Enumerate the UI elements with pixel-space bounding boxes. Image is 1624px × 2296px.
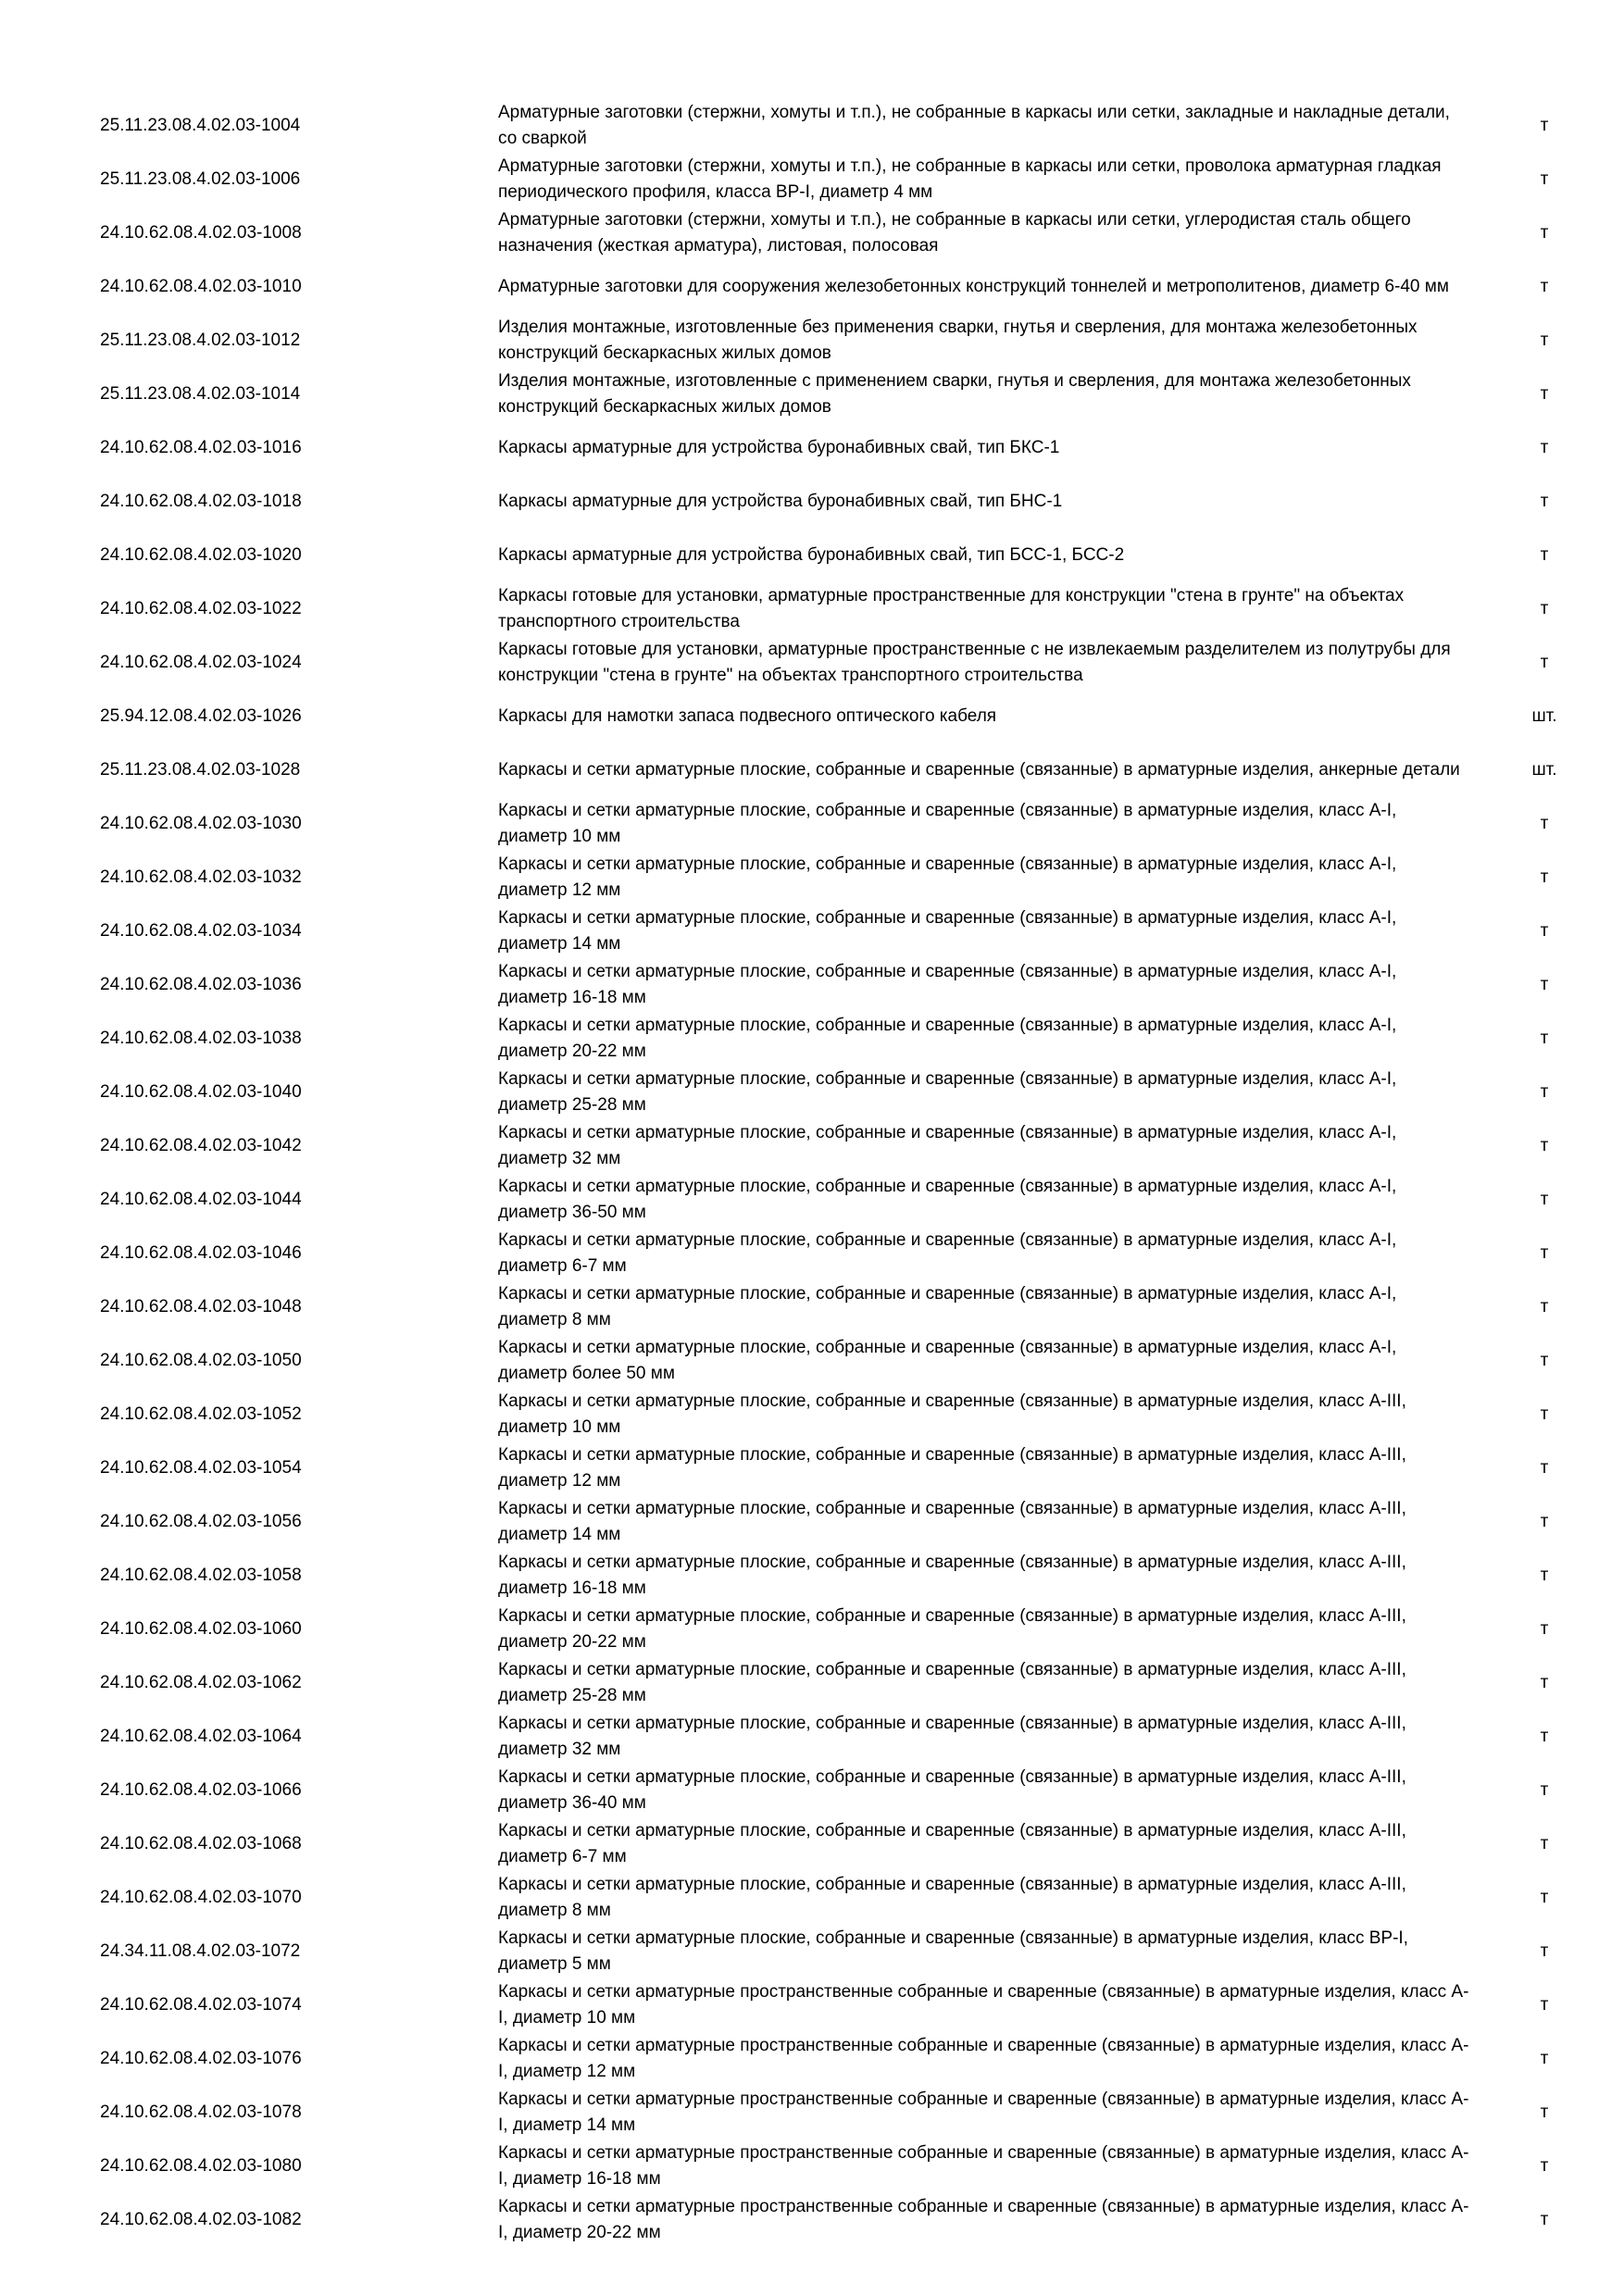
resource-code: 25.11.23.08.4.02.03-1004 (100, 116, 301, 135)
resource-code: 24.10.62.08.4.02.03-1080 (100, 2156, 302, 2176)
table-row (93, 582, 1600, 636)
table-row (93, 1603, 1600, 1656)
resource-code: 24.10.62.08.4.02.03-1068 (100, 1834, 302, 1853)
resource-description: Каркасы и сетки арматурные плоские, собранные и сваренные (связанные) в арматурные изделия, класс А-I, диаметр 36-50 мм (498, 1177, 1397, 1222)
table-row (93, 636, 1600, 690)
resource-description: Каркасы готовые для установки, арматурные пространственные для конструкции "стена в грунте" на объектах транспортного строительства (498, 586, 1405, 631)
resource-description: Каркасы и сетки арматурные плоские, собранные и сваренные (связанные) в арматурные изделия, класс А-III, диаметр 36-40 мм (498, 1767, 1406, 1813)
resource-code: 24.10.62.08.4.02.03-1050 (100, 1351, 302, 1370)
resource-unit: т (1540, 2210, 1549, 2229)
resource-unit: т (1540, 1404, 1549, 1424)
table-row (93, 2086, 1600, 2140)
resource-description: Каркасы и сетки арматурные плоские, собранные и сваренные (связанные) в арматурные изделия, класс А-III, диаметр 14 мм (498, 1499, 1406, 1544)
resource-unit: т (1540, 1297, 1549, 1316)
resource-table (93, 99, 1600, 2247)
resource-description: Каркасы и сетки арматурные плоские, собранные и сваренные (связанные) в арматурные изделия, класс А-I, диаметр 10 мм (498, 801, 1397, 846)
resource-code: 24.10.62.08.4.02.03-1058 (100, 1566, 302, 1585)
resource-unit: т (1540, 331, 1549, 350)
resource-unit: т (1540, 1458, 1549, 1478)
table-row (93, 1227, 1600, 1280)
resource-code: 24.10.62.08.4.02.03-1044 (100, 1190, 302, 1209)
resource-description: Арматурные заготовки (стержни, хомуты и т.п.), не собранные в каркасы или сетки, проволока арматурная гладкая периодического профиля, класса ВР-I, диаметр 4 мм (498, 156, 1442, 202)
resource-code: 24.10.62.08.4.02.03-1018 (100, 492, 302, 511)
table-row (93, 153, 1600, 206)
resource-code: 24.10.62.08.4.02.03-1056 (100, 1512, 302, 1531)
resource-code: 24.10.62.08.4.02.03-1022 (100, 599, 302, 618)
resource-unit: т (1540, 599, 1549, 618)
resource-unit: т (1540, 975, 1549, 994)
table-row (93, 1280, 1600, 1334)
resource-code: 24.10.62.08.4.02.03-1078 (100, 2103, 302, 2122)
table-row (93, 1441, 1600, 1495)
resource-code: 24.34.11.08.4.02.03-1072 (100, 1941, 301, 1961)
resource-unit: т (1540, 653, 1549, 672)
resource-code: 24.10.62.08.4.02.03-1010 (100, 277, 302, 296)
resource-code: 24.10.62.08.4.02.03-1024 (100, 653, 302, 672)
resource-description: Арматурные заготовки (стержни, хомуты и т.п.), не собранные в каркасы или сетки, углеродистая сталь общего назначения (жесткая арматура), листовая, полосовая (498, 210, 1411, 256)
resource-unit: т (1540, 1727, 1549, 1746)
resource-description: Каркасы и сетки арматурные плоские, собранные и сваренные (связанные) в арматурные изделия, анкерные детали (498, 760, 1460, 780)
table-row (93, 1817, 1600, 1871)
resource-description: Каркасы и сетки арматурные плоские, собранные и сваренные (связанные) в арматурные изделия, класс А-I, диаметр более 50 мм (498, 1338, 1397, 1383)
resource-unit: т (1540, 169, 1549, 189)
table-row (93, 690, 1600, 743)
resource-unit: т (1540, 1351, 1549, 1370)
resource-description: Каркасы и сетки арматурные плоские, собранные и сваренные (связанные) в арматурные изделия, класс А-I, диаметр 16-18 мм (498, 962, 1397, 1007)
table-row (93, 905, 1600, 958)
table-row (93, 1764, 1600, 1817)
resource-description: Каркасы готовые для установки, арматурные пространственные с не извлекаемым разделителем из полутрубы для конструкции "стена в грунте" на объектах транспортного строительства (498, 640, 1451, 685)
table-row (93, 851, 1600, 905)
resource-unit: т (1540, 116, 1549, 135)
resource-code: 24.10.62.08.4.02.03-1064 (100, 1727, 302, 1746)
resource-unit: т (1540, 1619, 1549, 1639)
resource-unit: шт. (1531, 706, 1557, 726)
table-row (93, 314, 1600, 368)
resource-description: Каркасы и сетки арматурные плоские, собранные и сваренные (связанные) в арматурные изделия, класс А-I, диаметр 8 мм (498, 1284, 1397, 1329)
resource-code: 24.10.62.08.4.02.03-1082 (100, 2210, 302, 2229)
resource-description: Каркасы и сетки арматурные плоские, собранные и сваренные (связанные) в арматурные изделия, класс А-III, диаметр 8 мм (498, 1875, 1406, 1920)
resource-description: Каркасы и сетки арматурные плоские, собранные и сваренные (связанные) в арматурные изделия, класс А-III, диаметр 12 мм (498, 1445, 1406, 1491)
table-row (93, 1119, 1600, 1173)
resource-unit: т (1540, 814, 1549, 833)
table-row (93, 2032, 1600, 2086)
table-row (93, 529, 1600, 582)
resource-code: 24.10.62.08.4.02.03-1048 (100, 1297, 302, 1316)
resource-description: Каркасы и сетки арматурные плоские, собранные и сваренные (связанные) в арматурные изделия, класс А-I, диаметр 6-7 мм (498, 1230, 1397, 1276)
resource-unit: т (1540, 1834, 1549, 1853)
resource-description: Каркасы и сетки арматурные плоские, собранные и сваренные (связанные) в арматурные изделия, класс А-I, диаметр 25-28 мм (498, 1069, 1397, 1115)
resource-unit: т (1540, 2103, 1549, 2122)
table-row (93, 958, 1600, 1012)
resource-description: Каркасы и сетки арматурные плоские, собранные и сваренные (связанные) в арматурные изделия, класс А-III, диаметр 20-22 мм (498, 1606, 1406, 1652)
resource-unit: т (1540, 1243, 1549, 1263)
resource-description: Каркасы и сетки арматурные пространственные собранные и сваренные (связанные) в арматурные изделия, класс А-I, диаметр 16-18 мм (498, 2143, 1469, 2189)
table-row (93, 2193, 1600, 2247)
resource-code: 24.10.62.08.4.02.03-1062 (100, 1673, 302, 1692)
resource-description: Каркасы и сетки арматурные плоские, собранные и сваренные (связанные) в арматурные изделия, класс А-III, диаметр 16-18 мм (498, 1553, 1406, 1598)
resource-code: 24.10.62.08.4.02.03-1060 (100, 1619, 302, 1639)
resource-unit: т (1540, 1512, 1549, 1531)
resource-description: Каркасы и сетки арматурные пространственные собранные и сваренные (связанные) в арматурные изделия, класс А-I, диаметр 20-22 мм (498, 2197, 1469, 2242)
resource-description: Каркасы арматурные для устройства буронабивных свай, тип БКС-1 (498, 438, 1060, 457)
resource-description: Каркасы арматурные для устройства буронабивных свай, тип БСС-1, БСС-2 (498, 545, 1125, 565)
resource-code: 24.10.62.08.4.02.03-1070 (100, 1888, 302, 1907)
resource-code: 24.10.62.08.4.02.03-1038 (100, 1029, 302, 1048)
resource-unit: т (1540, 277, 1549, 296)
table-row (93, 475, 1600, 529)
table-row (93, 99, 1600, 153)
table-row (93, 1388, 1600, 1441)
resource-code: 24.10.62.08.4.02.03-1046 (100, 1243, 302, 1263)
resource-code: 24.10.62.08.4.02.03-1052 (100, 1404, 302, 1424)
resource-unit: т (1540, 2049, 1549, 2068)
table-row (93, 1173, 1600, 1227)
resource-code: 24.10.62.08.4.02.03-1076 (100, 2049, 302, 2068)
resource-description: Каркасы и сетки арматурные плоские, собранные и сваренные (связанные) в арматурные изделия, класс А-III, диаметр 6-7 мм (498, 1821, 1406, 1866)
table-row (93, 260, 1600, 314)
resource-code: 25.94.12.08.4.02.03-1026 (100, 706, 302, 726)
resource-description: Каркасы для намотки запаса подвесного оптического кабеля (498, 706, 997, 726)
resource-description: Арматурные заготовки (стержни, хомуты и т.п.), не собранные в каркасы или сетки, закладные и накладные детали, со сваркой (498, 103, 1450, 148)
resource-description: Каркасы и сетки арматурные пространственные собранные и сваренные (связанные) в арматурные изделия, класс А-I, диаметр 10 мм (498, 1982, 1469, 2028)
resource-unit: т (1540, 867, 1549, 887)
resource-unit: т (1540, 223, 1549, 243)
resource-description: Каркасы арматурные для устройства буронабивных свай, тип БНС-1 (498, 492, 1063, 511)
table-row (93, 1495, 1600, 1549)
table-row (93, 797, 1600, 851)
table-row (93, 1012, 1600, 1066)
resource-unit: т (1540, 384, 1549, 404)
resource-code: 24.10.62.08.4.02.03-1074 (100, 1995, 302, 2015)
table-row (93, 1978, 1600, 2032)
resource-description: Изделия монтажные, изготовленные без применения сварки, гнутья и сверления, для монтажа железобетонных конструкций бескаркасных жилых домов (498, 318, 1418, 363)
resource-unit: т (1540, 921, 1549, 941)
resource-code: 24.10.62.08.4.02.03-1034 (100, 921, 302, 941)
resource-unit: т (1540, 1941, 1549, 1961)
table-row (93, 1925, 1600, 1978)
table-row (93, 1334, 1600, 1388)
resource-unit: т (1540, 1888, 1549, 1907)
resource-description: Каркасы и сетки арматурные плоские, собранные и сваренные (связанные) в арматурные изделия, класс А-III, диаметр 25-28 мм (498, 1660, 1406, 1705)
resource-description: Каркасы и сетки арматурные плоские, собранные и сваренные (связанные) в арматурные изделия, класс А-I, диаметр 32 мм (498, 1123, 1397, 1168)
table-row (93, 1656, 1600, 1710)
resource-unit: т (1540, 1082, 1549, 1102)
resource-unit: т (1540, 1780, 1549, 1800)
resource-description: Каркасы и сетки арматурные плоские, собранные и сваренные (связанные) в арматурные изделия, класс А-I, диаметр 20-22 мм (498, 1016, 1397, 1061)
table-row (93, 1549, 1600, 1603)
resource-code: 24.10.62.08.4.02.03-1040 (100, 1082, 302, 1102)
resource-unit: т (1540, 492, 1549, 511)
resource-description: Каркасы и сетки арматурные плоские, собранные и сваренные (связанные) в арматурные изделия, класс ВР-I, диаметр 5 мм (498, 1928, 1408, 1974)
table-row (93, 743, 1600, 797)
resource-code: 24.10.62.08.4.02.03-1008 (100, 223, 302, 243)
table-row (93, 1871, 1600, 1925)
resource-description: Каркасы и сетки арматурные пространственные собранные и сваренные (связанные) в арматурные изделия, класс А-I, диаметр 14 мм (498, 2090, 1469, 2135)
resource-description: Изделия монтажные, изготовленные с применением сварки, гнутья и сверления, для монтажа железобетонных конструкций бескаркасных жилых домов (498, 371, 1411, 417)
resource-code: 24.10.62.08.4.02.03-1066 (100, 1780, 302, 1800)
resource-unit: т (1540, 1995, 1549, 2015)
resource-unit: т (1540, 1136, 1549, 1155)
resource-unit: т (1540, 1673, 1549, 1692)
resource-code: 24.10.62.08.4.02.03-1032 (100, 867, 302, 887)
resource-description: Каркасы и сетки арматурные плоские, собранные и сваренные (связанные) в арматурные изделия, класс А-III, диаметр 32 мм (498, 1714, 1406, 1759)
resource-code: 25.11.23.08.4.02.03-1028 (100, 760, 301, 780)
resource-unit: т (1540, 1566, 1549, 1585)
resource-code: 24.10.62.08.4.02.03-1054 (100, 1458, 302, 1478)
resource-code: 25.11.23.08.4.02.03-1012 (100, 331, 301, 350)
resource-unit: т (1540, 1190, 1549, 1209)
table-row (93, 1066, 1600, 1119)
resource-description: Каркасы и сетки арматурные плоские, собранные и сваренные (связанные) в арматурные изделия, класс А-I, диаметр 14 мм (498, 908, 1397, 954)
resource-code: 24.10.62.08.4.02.03-1016 (100, 438, 302, 457)
resource-description: Каркасы и сетки арматурные плоские, собранные и сваренные (связанные) в арматурные изделия, класс А-III, диаметр 10 мм (498, 1391, 1406, 1437)
resource-table-body (93, 99, 1600, 2247)
resource-code: 24.10.62.08.4.02.03-1030 (100, 814, 302, 833)
resource-code: 24.10.62.08.4.02.03-1036 (100, 975, 302, 994)
resource-description: Арматурные заготовки для сооружения железобетонных конструкций тоннелей и метрополитенов, диаметр 6-40 мм (498, 277, 1449, 296)
table-row (93, 421, 1600, 475)
resource-code: 25.11.23.08.4.02.03-1014 (100, 384, 301, 404)
table-row (93, 206, 1600, 260)
resource-description: Каркасы и сетки арматурные плоские, собранные и сваренные (связанные) в арматурные изделия, класс А-I, диаметр 12 мм (498, 855, 1397, 900)
table-row (93, 368, 1600, 421)
table-row (93, 1710, 1600, 1764)
resource-unit: т (1540, 545, 1549, 565)
resource-unit: т (1540, 1029, 1549, 1048)
resource-unit: т (1540, 438, 1549, 457)
resource-unit: т (1540, 2156, 1549, 2176)
resource-code: 24.10.62.08.4.02.03-1042 (100, 1136, 302, 1155)
table-row (93, 2140, 1600, 2193)
resource-unit: шт. (1531, 760, 1557, 780)
resource-code: 25.11.23.08.4.02.03-1006 (100, 169, 301, 189)
resource-description: Каркасы и сетки арматурные пространственные собранные и сваренные (связанные) в арматурные изделия, класс А-I, диаметр 12 мм (498, 2036, 1469, 2081)
resource-code: 24.10.62.08.4.02.03-1020 (100, 545, 302, 565)
